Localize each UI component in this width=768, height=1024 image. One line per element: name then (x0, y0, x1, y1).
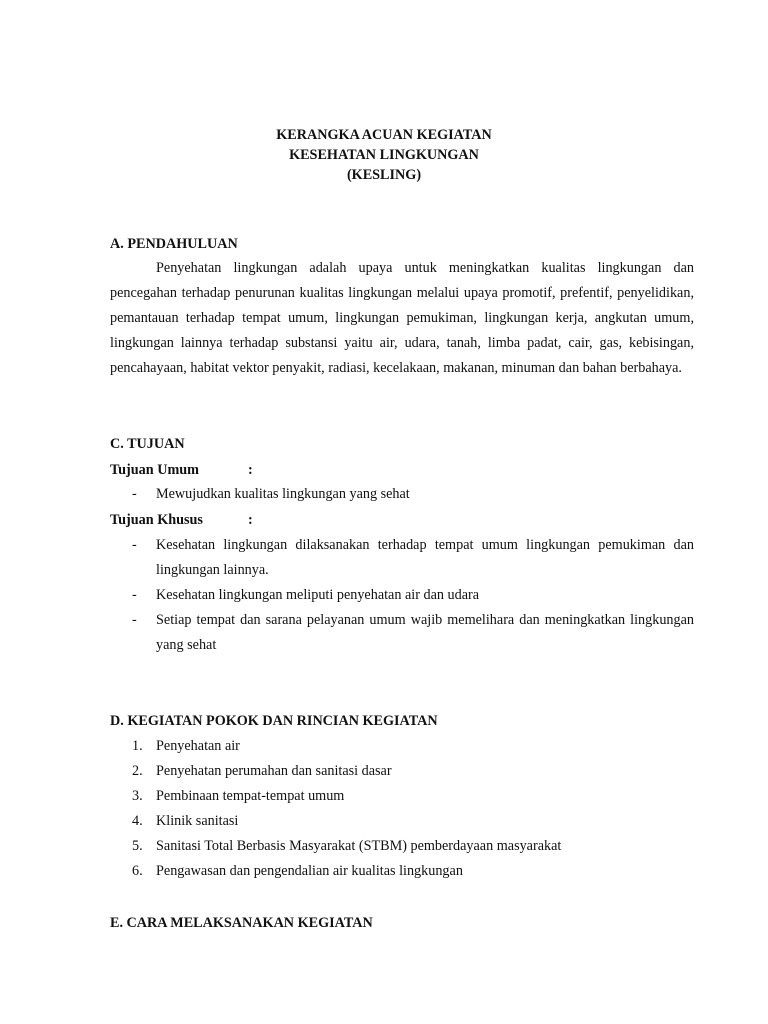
list-item (110, 608, 694, 658)
bullet-marker: - (132, 587, 137, 603)
list-number: 5. (132, 838, 143, 854)
kegiatan-item-3: Pembinaan tempat-tempat umum (156, 788, 345, 804)
tujuan-umum-colon: : (248, 462, 253, 478)
tujuan-khusus-item-1: Kesehatan lingkungan dilaksanakan terhadap tempat umum lingkungan pemukiman dan lingkungan lainnya. (156, 537, 694, 578)
list-number: 3. (132, 788, 143, 804)
section-e-heading: E. CARA MELAKSANAKAN KEGIATAN (110, 915, 373, 931)
tujuan-umum-label: Tujuan Umum (110, 462, 199, 478)
list-number: 2. (132, 763, 143, 779)
list-item (110, 734, 694, 759)
tujuan-umum-item-1: Mewujudkan kualitas lingkungan yang sehat (156, 486, 410, 502)
kegiatan-item-1: Penyehatan air (156, 738, 240, 754)
bullet-marker: - (132, 486, 137, 502)
list-item (110, 759, 694, 784)
list-item (110, 482, 694, 507)
document-title-line-2: KESEHATAN LINGKUNGAN (289, 147, 479, 163)
kegiatan-item-4: Klinik sanitasi (156, 813, 239, 829)
tujuan-khusus-label: Tujuan Khusus (110, 512, 203, 528)
section-d-heading: D. KEGIATAN POKOK DAN RINCIAN KEGIATAN (110, 713, 438, 729)
tujuan-khusus-colon: : (248, 512, 253, 528)
tujuan-khusus-item-3: Setiap tempat dan sarana pelayanan umum wajib memelihara dan meningkatkan lingkungan yang sehat (156, 612, 694, 653)
list-number: 1. (132, 738, 143, 754)
document-title-line-1: KERANGKA ACUAN KEGIATAN (276, 127, 492, 143)
kegiatan-item-2: Penyehatan perumahan dan sanitasi dasar (156, 763, 392, 779)
list-item (110, 533, 694, 583)
tujuan-khusus-item-2: Kesehatan lingkungan meliputi penyehatan air dan udara (156, 587, 480, 603)
list-number: 4. (132, 813, 143, 829)
section-a-paragraph: Penyehatan lingkungan adalah upaya untuk meningkatkan kualitas lingkungan dan pencegahan terhadap penurunan kualitas lingkungan melalui upaya promotif, prefentif, penyelidikan, pemantauan terhadap tempat umum, lingkungan pemukiman, lingkungan kerja, angkutan umum, lingkungan lainnya terhadap substansi yaitu air, udara, tanah, limba padat, cair, gas, kebisingan, pencahayaan, habitat vektor penyakit, radiasi, kecelakaan, makanan, minuman dan bahan berbahaya. (110, 260, 694, 376)
section-c-heading: C. TUJUAN (110, 436, 185, 452)
section-a-heading: A. PENDAHULUAN (110, 236, 238, 252)
kegiatan-item-5: Sanitasi Total Berbasis Masyarakat (STBM) pemberdayaan masyarakat (156, 838, 562, 854)
list-item (110, 583, 694, 608)
list-item (110, 809, 694, 834)
bullet-marker: - (132, 537, 137, 553)
list-item (110, 859, 694, 884)
bullet-marker: - (132, 612, 137, 628)
list-item (110, 784, 694, 809)
list-number: 6. (132, 863, 143, 879)
kegiatan-item-6: Pengawasan dan pengendalian air kualitas lingkungan (156, 863, 463, 879)
list-item (110, 834, 694, 859)
document-title-line-3: (KESLING) (346, 167, 422, 183)
